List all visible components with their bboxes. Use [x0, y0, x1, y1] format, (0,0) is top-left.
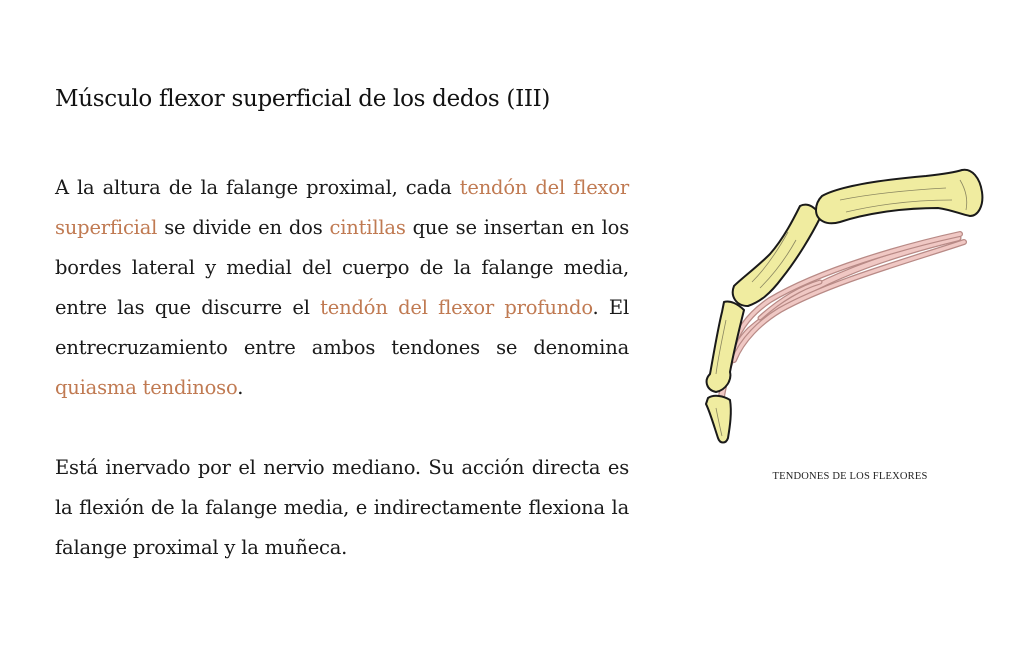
- finger-tendons-illustration: [690, 160, 1000, 450]
- text-segment: .: [237, 376, 244, 399]
- term-cintillas: cintillas: [329, 216, 406, 239]
- page-title: Músculo flexor superficial de los dedos (III): [55, 86, 551, 112]
- text-segment: se divide en dos: [157, 216, 330, 239]
- term-tendon-flexor-profundo: tendón del flexor profundo: [320, 296, 593, 319]
- tendon-profundo: [720, 238, 958, 405]
- paragraph-innervation: Está inervado por el nervio mediano. Su acción directa es la flexión de la falange media, e indirectamente flexiona la falange proximal y la muñeca.: [55, 456, 629, 559]
- flexor-tendons: [720, 234, 964, 405]
- text-segment: A la altura de la falange proximal, cada: [55, 176, 460, 199]
- figure-caption: TENDONES DE LOS FLEXORES: [772, 471, 928, 482]
- text-segment: que se insertan en los bordes lateral y medial del cuerpo de la falange media, entre las que discurre el: [55, 216, 629, 319]
- text-segment: . El entrecruzamiento entre ambos tendones se denomina: [55, 296, 629, 359]
- body-text: [55, 168, 629, 568]
- metacarpal: [816, 170, 982, 224]
- paragraph-tendons: [55, 168, 629, 408]
- term-quiasma-tendinoso: quiasma tendinoso: [55, 376, 238, 399]
- term-tendon-flexor-superficial: tendón del flexor superficial: [55, 176, 629, 239]
